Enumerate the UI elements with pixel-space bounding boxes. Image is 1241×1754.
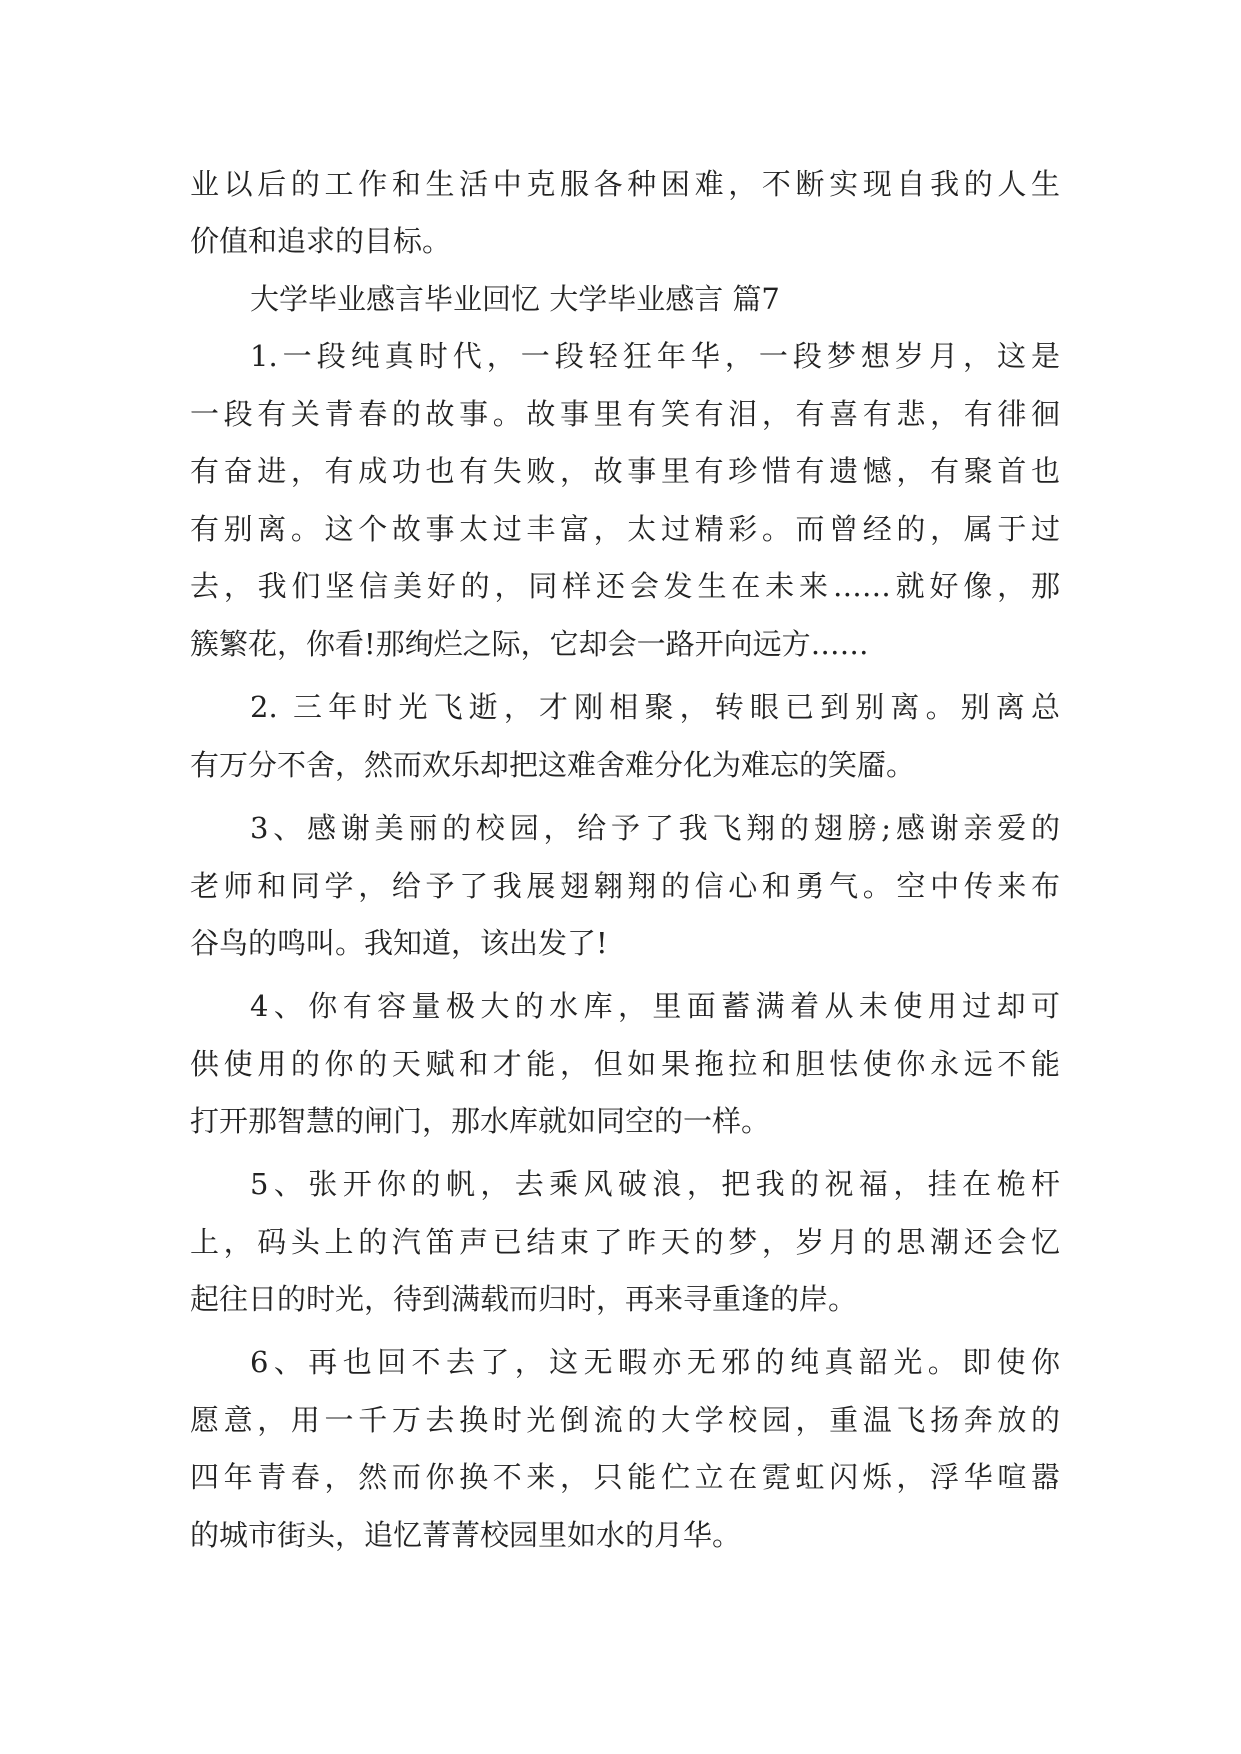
section-heading: 大学毕业感言毕业回忆 大学毕业感言 篇7	[250, 282, 780, 316]
text-line: 愿意，用一千万去换时光倒流的大学校园，重温飞扬奔放的	[190, 1403, 1060, 1437]
text-line: 四年青春，然而你换不来，只能伫立在霓虹闪烁，浮华喧嚣	[190, 1460, 1060, 1494]
text-line: 供使用的你的天赋和才能，但如果拖拉和胆怯使你永远不能	[190, 1047, 1060, 1081]
text-line: 老师和同学，给予了我展翅翱翔的信心和勇气。空中传来布	[190, 869, 1060, 903]
text-line: 有奋进，有成功也有失败，故事里有珍惜有遗憾，有聚首也	[190, 454, 1060, 488]
text-line: 有别离。这个故事太过丰富，太过精彩。而曾经的，属于过	[190, 512, 1060, 546]
paragraph-first-line: 5、张开你的帆，去乘风破浪，把我的祝福，挂在桅杆	[250, 1167, 1060, 1201]
text-line: 打开那智慧的闸门，那水库就如同空的一样。	[190, 1104, 771, 1138]
paragraph-first-line: 2. 三年时光飞逝，才刚相聚，转眼已到别离。别离总	[250, 690, 1060, 724]
paragraph-first-line: 4、你有容量极大的水库，里面蓄满着从未使用过却可	[250, 989, 1060, 1023]
paragraph-first-line: 1.一段纯真时代，一段轻狂年华，一段梦想岁月，这是	[250, 339, 1060, 373]
text-line: 起往日的时光，待到满载而归时，再来寻重逢的岸。	[190, 1282, 858, 1316]
text-line: 谷鸟的鸣叫。我知道，该出发了!	[190, 926, 608, 960]
text-line: 的城市街头，追忆菁菁校园里如水的月华。	[190, 1518, 742, 1552]
text-line: 有万分不舍，然而欢乐却把这难舍难分化为难忘的笑靥。	[190, 748, 916, 782]
text-line: 业以后的工作和生活中克服各种困难，不断实现自我的人生	[190, 167, 1060, 201]
text-line: 一段有关青春的故事。故事里有笑有泪，有喜有悲，有徘徊	[190, 397, 1060, 431]
paragraph-first-line: 6、再也回不去了，这无暇亦无邪的纯真韶光。即使你	[250, 1345, 1060, 1379]
paragraph-first-line: 3、感谢美丽的校园，给予了我飞翔的翅膀;感谢亲爱的	[250, 811, 1060, 845]
text-line: 上，码头上的汽笛声已结束了昨天的梦，岁月的思潮还会忆	[190, 1225, 1060, 1259]
text-line: 去，我们坚信美好的，同样还会发生在未来……就好像，那	[190, 569, 1060, 603]
text-line: 簇繁花，你看!那绚烂之际，它却会一路开向远方……	[190, 627, 869, 661]
text-line: 价值和追求的目标。	[190, 224, 452, 258]
